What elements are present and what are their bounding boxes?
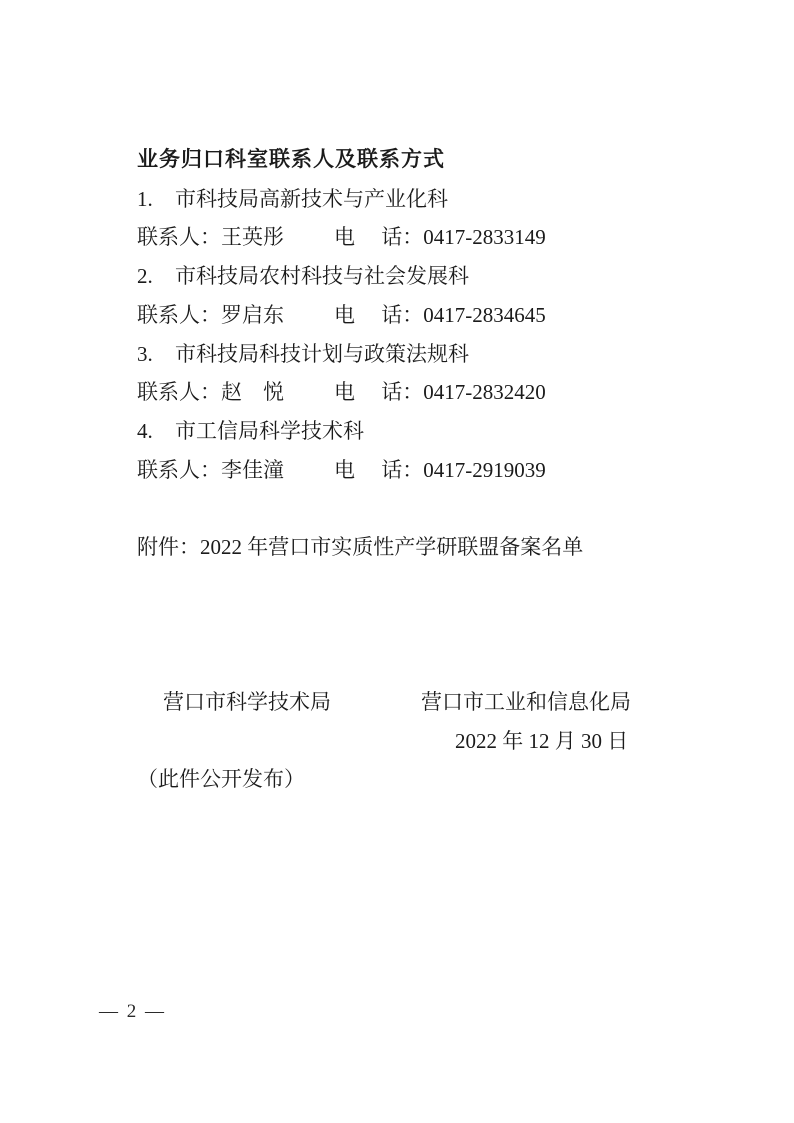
signature-line (137, 683, 697, 722)
contact-3-department-line (137, 335, 697, 374)
person-name-1: 王英彤 (221, 225, 284, 250)
phone-label-2: 电 话： (334, 302, 424, 327)
person-label-3: 联系人： (137, 380, 221, 405)
phone-number-4: 0417-2919039 (423, 457, 546, 482)
person-label-4: 联系人： (137, 457, 221, 482)
publish-note: （此件公开发布） (137, 767, 305, 792)
list-number-1: 1. (137, 186, 153, 211)
document-body (137, 141, 697, 799)
phone-number-2: 0417-2834645 (423, 302, 546, 327)
person-label-2: 联系人： (137, 302, 221, 327)
contact-3-info-line (137, 373, 697, 412)
list-number-3: 3. (137, 341, 153, 366)
section-heading: 业务归口科室联系人及联系方式 (137, 148, 445, 171)
phone-label-3: 电 话： (334, 380, 424, 405)
phone-number-3: 0417-2832420 (423, 380, 546, 405)
department-name-1: 市科技局高新技术与产业化科 (175, 186, 448, 211)
contact-1-department-line (137, 180, 697, 219)
list-number-4: 4. (137, 418, 153, 443)
person-name-2: 罗启东 (221, 302, 284, 327)
signer-industry-bureau: 营口市工业和信息化局 (421, 689, 631, 714)
department-name-3: 市科技局科技计划与政策法规科 (175, 341, 469, 366)
department-name-4: 市工信局科学技术科 (175, 418, 364, 443)
contact-4-department-line (137, 412, 697, 451)
page-number: — 2 — (99, 1001, 166, 1022)
contact-1-info-line (137, 218, 697, 257)
phone-label-4: 电 话： (334, 457, 424, 482)
attachment-label: 附件： (137, 535, 200, 560)
phone-label-1: 电 话： (334, 225, 424, 250)
attachment-line (137, 528, 697, 567)
list-number-2: 2. (137, 264, 153, 289)
contact-4-info-line (137, 451, 697, 490)
person-name-4: 李佳潼 (221, 457, 284, 482)
contact-2-department-line (137, 257, 697, 296)
contact-2-info-line (137, 296, 697, 335)
signature-date: 2022 年 12 月 30 日 (455, 728, 629, 753)
phone-number-1: 0417-2833149 (423, 225, 546, 250)
attachment-title: 2022 年营口市实质性产学研联盟备案名单 (200, 535, 584, 560)
person-name-3: 赵 悦 (221, 380, 284, 405)
department-name-2: 市科技局农村科技与社会发展科 (175, 264, 469, 289)
signer-science-bureau: 营口市科学技术局 (163, 689, 331, 714)
person-label-1: 联系人： (137, 225, 221, 250)
